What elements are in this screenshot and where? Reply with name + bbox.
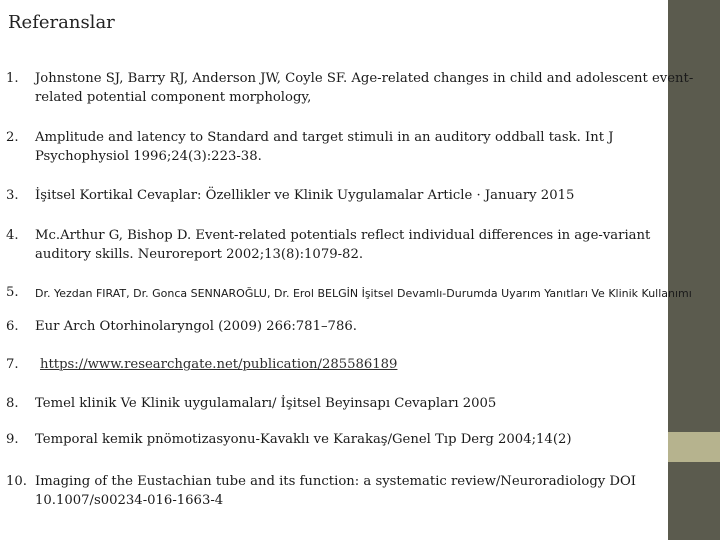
reference-text: Temel klinik Ve Klinik uygulamaları/ İşitsel Beyinsapı Cevapları 2005: [35, 396, 497, 411]
reference-text: İşitsel Kortikal Cevaplar: Özellikler ve Klinik Uygulamalar Article · January 2015: [35, 188, 575, 203]
reference-number: 3.: [6, 188, 19, 203]
reference-number: 8.: [6, 396, 19, 411]
reference-text: Imaging of the Eustachian tube and its function: a systematic review/Neuroradiology DOI 10.1007/s00234-016-1663-4: [35, 474, 636, 508]
reference-number: 1.: [6, 71, 19, 86]
reference-text: Temporal kemik pnömotizasyonu-Kavaklı ve Karakaş/Genel Tıp Derg 2004;14(2): [35, 432, 572, 447]
reference-text: Eur Arch Otorhinolaryngol (2009) 266:781–786.: [35, 319, 357, 334]
reference-number: 9.: [6, 432, 19, 447]
reference-text: Mc.Arthur G, Bishop D. Event-related potentials reflect individual differences in age-variant auditory skills. Neuroreport 2002;13(8):1079-82.: [35, 228, 651, 262]
reference-number: 6.: [6, 319, 19, 334]
reference-text: Dr. Yezdan FIRAT, Dr. Gonca SENNAROĞLU, Dr. Erol BELGİN İşitsel Devamlı-Durumda Uyarım Yanıtları Ve Klinik Kullanımı: [35, 287, 692, 300]
reference-number: 5.: [6, 285, 19, 300]
reference-number: 7.: [6, 357, 19, 372]
reference-number: 2.: [6, 130, 19, 145]
reference-number: 10.: [6, 474, 27, 489]
reference-link[interactable]: https://www.researchgate.net/publication/285586189: [40, 357, 398, 372]
page-title: Referanslar: [8, 12, 115, 33]
reference-text: Johnstone SJ, Barry RJ, Anderson JW, Coyle SF. Age-related changes in child and adolescent event-related potential component morphology,: [35, 71, 694, 105]
reference-text: Amplitude and latency to Standard and target stimuli in an auditory oddball task. Int J Psychophysiol 1996;24(3):223-38.: [35, 130, 614, 164]
reference-number: 4.: [6, 228, 19, 243]
